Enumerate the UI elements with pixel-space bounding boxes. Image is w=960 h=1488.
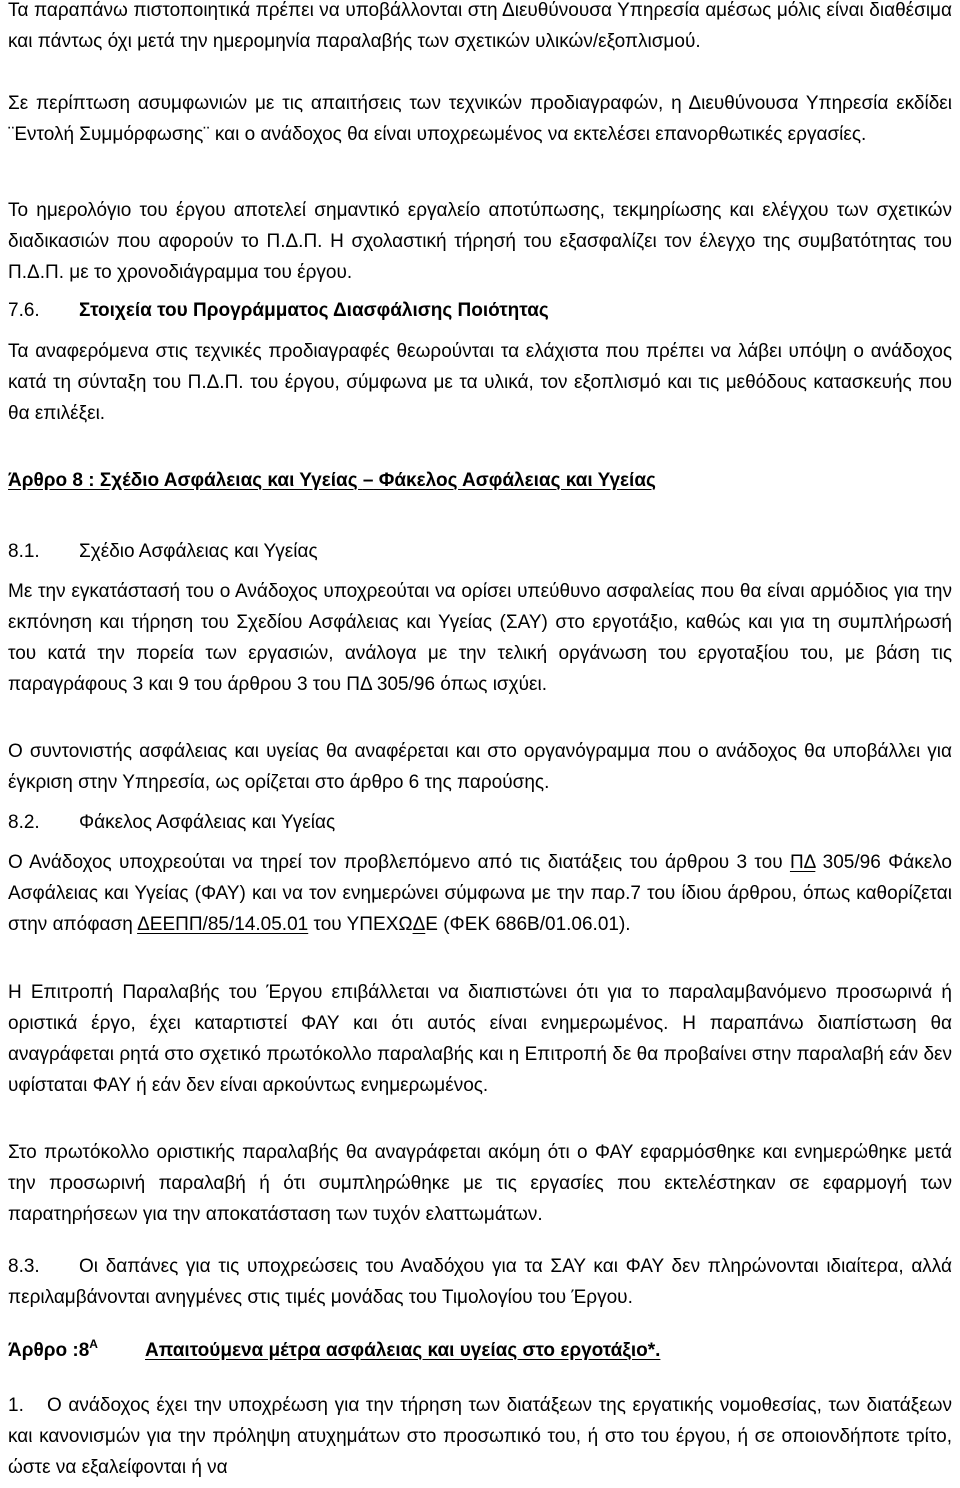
article-8a-label-text: Άρθρο :8	[8, 1340, 90, 1361]
section-7-6-number: 7.6.	[8, 300, 40, 321]
article-8a-label	[8, 1335, 98, 1366]
article-8-title	[8, 465, 656, 496]
section-8-1-body-2: Ο συντονιστής ασφάλειας και υγείας θα αναφέρεται και στο οργανόγραμμα που ο ανάδοχος θα υποβάλλει για έγκριση στην Υπηρεσία, ως ορίζεται στο άρθρο 6 της παρούσης.	[8, 741, 952, 793]
section-8-1-title: Σχέδιο Ασφάλειας και Υγείας	[79, 541, 318, 562]
article-8-title-dash: –	[362, 470, 374, 491]
section-8-2-body-1-mid: 305/96 Φάκελο Ασφάλειας και Υγείας (ΦΑΥ) και να τον ενημερώνει σύμφωνα με την παρ.7 του ίδιου άρθρου, όπως καθορίζεται στην απόφαση	[8, 852, 952, 935]
article-8-title-prefix: Άρθρο 8 : Σχέδιο Ασφάλειας και Υγείας	[8, 470, 363, 491]
article-8a-item-1-body: Ο ανάδοχος έχει την υποχρέωση για την τήρηση των διατάξεων της εργατικής νομοθεσίας, των διατάξεων και κανονισμών για την πρόληψη ατυχημάτων στο προσωπικό του, ή στο του έργου, ή σε οποιονδήποτε τρίτο, ώστε να εξαλείφονται ή να	[8, 1395, 952, 1478]
section-8-2-body-1-mid2: του ΥΠΕΧΩ	[308, 914, 413, 935]
section-8-2-d-ref: Δ	[412, 914, 426, 935]
article-8a-label-sup: Α	[89, 1337, 98, 1351]
section-8-3-number: 8.3.	[8, 1256, 40, 1277]
section-7-6-title: Στοιχεία του Προγράμματος Διασφάλισης Ποιότητας	[79, 300, 549, 321]
section-8-2-deepp-ref: ΔΕΕΠΠ/85/14.05.01	[137, 914, 309, 935]
section-8-2-number: 8.2.	[8, 812, 40, 833]
section-8-2-pd-ref: ΠΔ	[789, 852, 816, 873]
section-8-2-body-1-pre: Ο Ανάδοχος υποχρεούται να τηρεί τον προβλεπόμενο από τις διατάξεις του άρθρου 3 του	[8, 852, 790, 873]
paragraph-certificates: Τα παραπάνω πιστοποιητικά πρέπει να υποβάλλονται στη Διευθύνουσα Υπηρεσία αμέσως μόλις είναι διαθέσιμα και πάντως όχι μετά την ημερομηνία παραλαβής των σχετικών υλικών/εξοπλισμού.	[8, 0, 952, 52]
section-8-1-number: 8.1.	[8, 541, 40, 562]
section-8-2-body-2: Η Επιτροπή Παραλαβής του Έργου επιβάλλεται να διαπιστώνει ότι για το παραλαμβανόμενο προσωρινά ή οριστικά έργο, έχει καταρτιστεί ΦΑΥ και ότι αυτός είναι ενημερωμένος. Η παραπάνω διαπίστωση θα αναγράφεται ρητά στο σχετικό πρωτόκολλο παραλαβής και η Επιτροπή δε θα προβαίνει στην παραλαβή εάν δεν υφίσταται ΦΑΥ ή εάν δεν είναι αρκούντως ενημερωμένος.	[8, 982, 952, 1096]
section-8-2-body-1-end: Ε (ΦΕΚ 686Β/01.06.01).	[425, 914, 631, 935]
section-8-2-body-3: Στο πρωτόκολλο οριστικής παραλαβής θα αναγράφεται ακόμη ότι ο ΦΑΥ εφαρμόσθηκε και ενημερώθηκε μετά την προσωρινή παραλαβή ή ότι συμπληρώθηκε με τις εργασίες που εκτελέστηκαν σε εφαρμογή των παρατηρήσεων για την αποκατάσταση των τυχόν ελαττωμάτων.	[8, 1142, 952, 1225]
section-8-2-title: Φάκελος Ασφάλειας και Υγείας	[79, 812, 336, 833]
article-8-title-suffix: Φάκελος Ασφάλειας και Υγείας	[373, 470, 656, 491]
paragraph-nonconformity: Σε περίπτωση ασυμφωνιών με τις απαιτήσεις των τεχνικών προδιαγραφών, η Διευθύνουσα Υπηρεσία εκδίδει ¨Εντολή Συμμόρφωσης¨ και ο ανάδοχος θα είναι υποχρεωμένος να εκτελέσει επανορθωτικές εργασίες.	[8, 93, 952, 145]
article-8a-item-1-number: 1.	[8, 1395, 24, 1416]
section-8-2-body-1	[8, 847, 952, 940]
section-7-6-body: Τα αναφερόμενα στις τεχνικές προδιαγραφές θεωρούνται τα ελάχιστα που πρέπει να λάβει υπόψη ο ανάδοχος κατά τη σύνταξη του Π.Δ.Π. του έργου, σύμφωνα με τα υλικά, τον εξοπλισμό και τις μεθόδους κατασκευής που θα επιλέξει.	[8, 341, 952, 424]
section-8-1-body-1: Με την εγκατάστασή του ο Ανάδοχος υποχρεούται να ορίσει υπεύθυνο ασφαλείας που θα είναι αρμόδιος για την εκπόνηση και τήρηση του Σχεδίου Ασφάλειας και Υγείας (ΣΑΥ) στο εργοτάξιο, καθώς και για τη συμπλήρωσή του κατά την πορεία των εργασιών, ανάλογα με την τελική οργάνωση του εργοταξίου του, με βάση τις παραγράφους 3 και 9 του άρθρου 3 του ΠΔ 305/96 όπως ισχύει.	[8, 581, 952, 695]
paragraph-project-log: Το ημερολόγιο του έργου αποτελεί σημαντικό εργαλείο αποτύπωσης, τεκμηρίωσης και ελέγχου των σχετικών διαδικασιών που αφορούν το Π.Δ.Π. Η σχολαστική τήρησή του εξασφαλίζει τον έλεγχο της συμβατότητας του Π.Δ.Π. με το χρονοδιάγραμμα του έργου.	[8, 200, 952, 283]
article-8a-title: Απαιτούμενα μέτρα ασφάλειας και υγείας στο εργοτάξιο*.	[145, 1340, 661, 1361]
section-8-3-body: Οι δαπάνες για τις υποχρεώσεις του Αναδόχου για τα ΣΑΥ και ΦΑΥ δεν πληρώνονται ιδιαίτερα, αλλά περιλαμβάνονται ανηγμένες στις τιμές μονάδας του Τιμολογίου του Έργου.	[8, 1256, 952, 1308]
